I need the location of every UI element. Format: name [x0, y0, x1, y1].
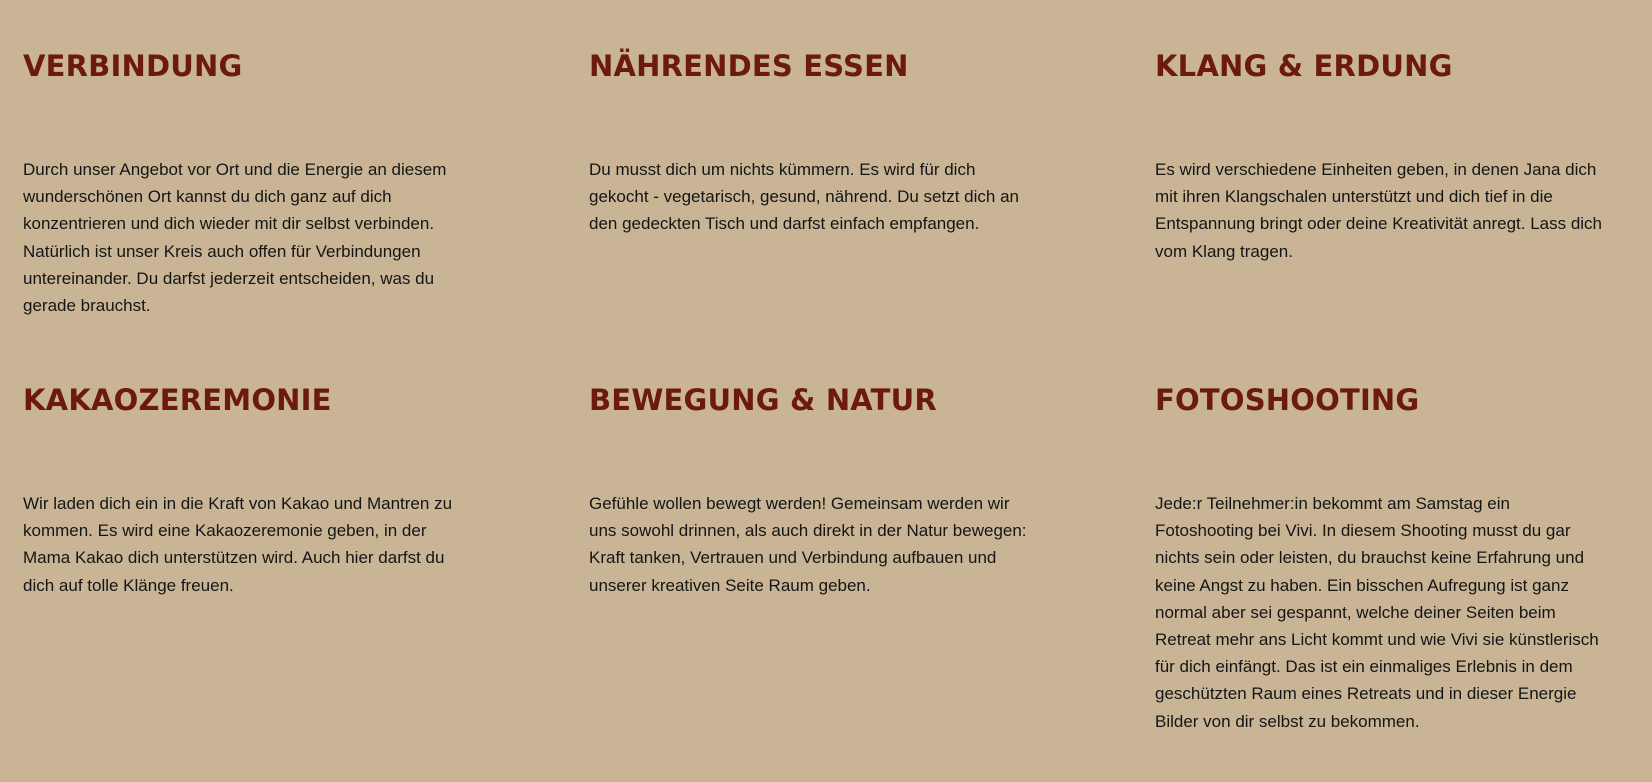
feature-klang-erdung: [1155, 44, 1605, 265]
feature-description: Durch unser Angebot vor Ort und die Energie an diesem wunderschönen Ort kannst du dich ganz auf dich konzentrieren und dich wieder mit dir selbst verbinden. Natürlich ist unser Kreis auch offen für Verbindungen untereinander. Du darfst jederzeit entscheiden, was du gerade brauchst.: [23, 160, 447, 316]
feature-title: KAKAOZEREMONIE: [23, 383, 332, 417]
feature-naehrendes-essen: [589, 44, 1039, 238]
feature-verbindung: [23, 44, 473, 319]
feature-title: VERBINDUNG: [23, 49, 243, 83]
feature-title: FOTOSHOOTING: [1155, 383, 1420, 417]
feature-description: Jede:r Teilnehmer:in bekommt am Samstag ein Fotoshooting bei Vivi. In diesem Shooting musst du gar nichts sein oder leisten, du brauchst keine Erfahrung und keine Angst zu haben. Ein bisschen Aufregung ist ganz normal aber sei gespannt, welche deiner Seiten beim Retreat mehr ans Licht kommt und wie Vivi sie künstlerisch für dich einfängt. Das ist ein einmaliges Erlebnis in dem geschützten Raum eines Retreats und in dieser Energie Bilder von dir selbst zu bekommen.: [1155, 494, 1599, 731]
feature-bewegung-natur: [589, 378, 1039, 599]
feature-kakaozeremonie: [23, 378, 473, 599]
feature-title: NÄHRENDES ESSEN: [589, 49, 909, 83]
feature-description: Du musst dich um nichts kümmern. Es wird für dich gekocht - vegetarisch, gesund, nährend. Du setzt dich an den gedeckten Tisch und darfst einfach empfangen.: [589, 160, 1019, 234]
feature-title: KLANG & ERDUNG: [1155, 49, 1453, 83]
feature-description: Gefühle wollen bewegt werden! Gemeinsam werden wir uns sowohl drinnen, als auch direkt in der Natur bewegen: Kraft tanken, Vertrauen und Verbindung aufbauen und unserer kreativen Seite Raum geben.: [589, 494, 1027, 595]
feature-description: Wir laden dich ein in die Kraft von Kakao und Mantren zu kommen. Es wird eine Kakaozeremonie geben, in der Mama Kakao dich unterstützen wird. Auch hier darfst du dich auf tolle Klänge freuen.: [23, 494, 453, 595]
feature-title: BEWEGUNG & NATUR: [589, 383, 937, 417]
feature-description: Es wird verschiedene Einheiten geben, in denen Jana dich mit ihren Klangschalen unterstützt und dich tief in die Entspannung bringt oder deine Kreativität anregt. Lass dich vom Klang tragen.: [1155, 160, 1603, 261]
feature-fotoshooting: [1155, 378, 1605, 735]
